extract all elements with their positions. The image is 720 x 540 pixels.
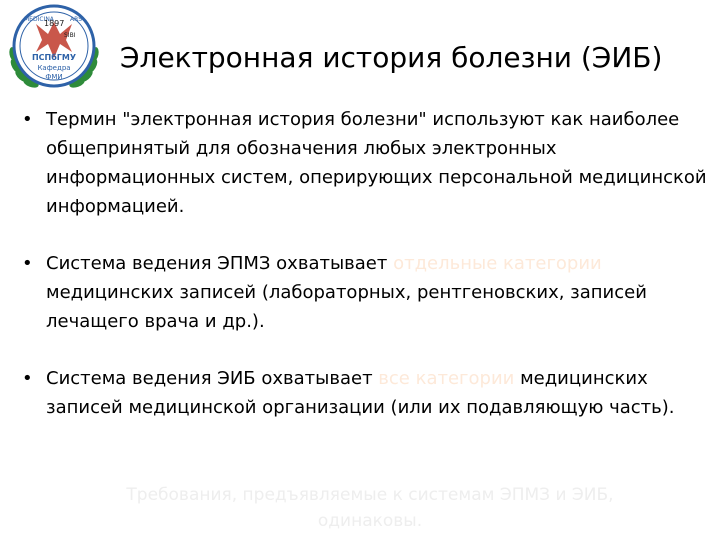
bullet-list: [22, 105, 707, 422]
bullet-3-text-after: медицинских записей медицинской организации (или их подавляющую часть).: [46, 368, 675, 418]
bullet-dot-icon: •: [22, 253, 33, 274]
bullet-3-text-before: Система ведения ЭИБ охватывает: [46, 368, 379, 389]
bullet-2-highlight: отдельные категории: [393, 253, 602, 274]
university-emblem-icon: [6, 4, 102, 92]
logo-dept-line2: ФМИ: [45, 73, 63, 81]
page-title: Электронная история болезни (ЭИБ): [120, 41, 663, 74]
bullet-3-highlight: все категории: [378, 368, 515, 389]
bullet-2-text-after: медицинских записей (лабораторных, рентгеновских, записей лечащего врача и др.).: [46, 282, 647, 332]
university-logo: [6, 4, 102, 92]
bullet-item-3: [22, 364, 707, 422]
bullet-dot-icon: •: [22, 109, 33, 130]
logo-dept-line1: Кафедра: [37, 64, 71, 72]
footer-note: Требования, предъявляемые к системам ЭПМЗ и ЭИБ, одинаковы.: [126, 485, 614, 531]
bullet-item-1: [22, 105, 707, 221]
bullet-1-text: Термин "электронная история болезни" используют как наиболее общепринятый для обозначения любых электронных информационных систем, оперирующих персональной медицинской информацией.: [46, 109, 707, 217]
logo-arc-right: ARS: [70, 16, 83, 23]
logo-arc-left: MEDICINA: [24, 16, 54, 23]
bullet-item-2: [22, 249, 707, 336]
bullet-dot-icon: •: [22, 368, 33, 389]
logo-org: ПСПбГМУ: [31, 53, 77, 62]
bullet-2-text-before: Система ведения ЭПМЗ охватывает: [46, 253, 394, 274]
logo-word: SIBI: [64, 32, 76, 39]
logo-year: 1897: [44, 19, 65, 28]
